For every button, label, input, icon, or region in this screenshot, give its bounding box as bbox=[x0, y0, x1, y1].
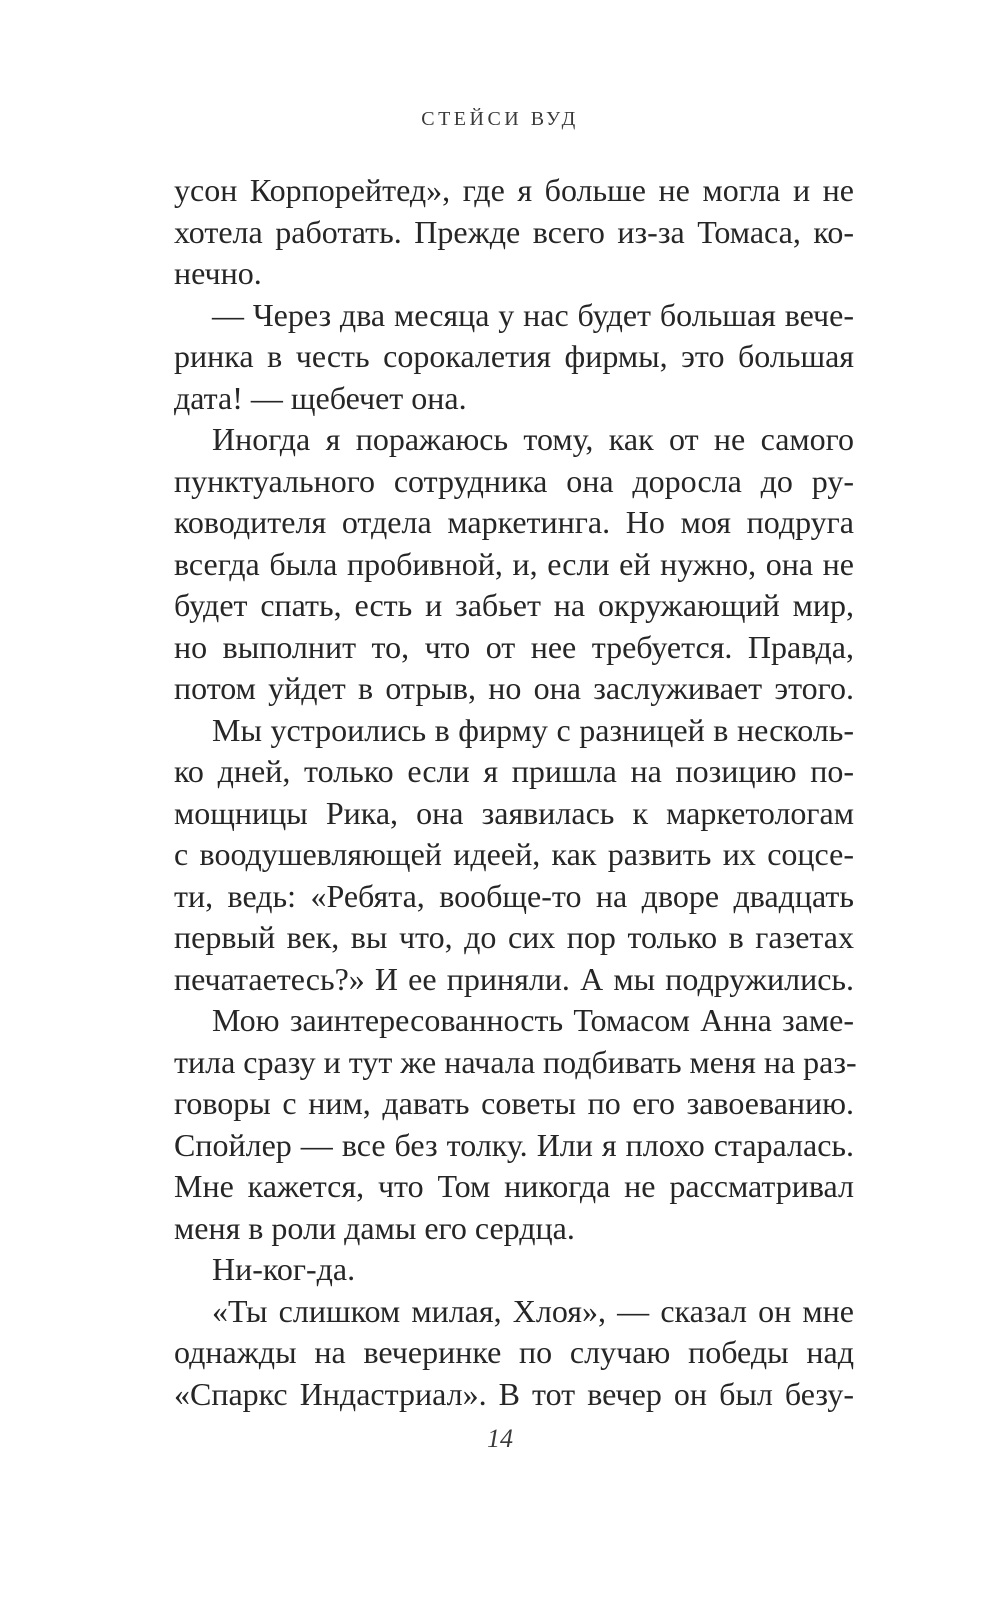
text-line: ти, ведь: «Ребята, вообще-то на дворе двадцать bbox=[174, 877, 854, 914]
text-line: хотела работать. Прежде всего из-за Томаса, ко- bbox=[174, 213, 854, 250]
text-line: мощницы Рика, она заявилась к маркетологам bbox=[174, 794, 854, 831]
text-line: ринка в честь сорокалетия фирмы, это большая bbox=[174, 338, 854, 374]
text-line: но выполнит то, что от нее требуется. Правда, bbox=[174, 628, 854, 665]
text-line: Спойлер — все без толку. Или я плохо старалась. bbox=[174, 1126, 854, 1163]
text-line: Ни-ког-да. bbox=[212, 1251, 356, 1287]
text-line: с воодушевляющей идеей, как развить их соцсе- bbox=[174, 836, 854, 872]
text-line: будет спать, есть и забьет на окружающий мир, bbox=[174, 587, 854, 623]
text-line: «Ты слишком милая, Хлоя», — сказал он мне bbox=[212, 1292, 854, 1329]
text-line: дата! — щебечет она. bbox=[174, 379, 467, 416]
text-line: однажды на вечеринке по случаю победы над bbox=[174, 1334, 854, 1370]
text-line: усон Корпорейтед», где я больше не могла и не bbox=[174, 172, 854, 208]
text-line: ководителя отдела маркетинга. Но моя подруга bbox=[174, 504, 854, 540]
text-line: Мне кажется, что Том никогда не рассматривал bbox=[174, 1168, 854, 1204]
text-line: Мою заинтересованность Томасом Анна заме- bbox=[212, 1002, 854, 1038]
text-line: ко дней, только если я пришла на позицию по- bbox=[174, 753, 854, 789]
text-line: тила сразу и тут же начала подбивать меня на раз- bbox=[174, 1043, 857, 1080]
text-line: всегда была пробивной, и, если ей нужно, она не bbox=[174, 545, 854, 582]
text-line: говоры с ним, давать советы по его завоеванию. bbox=[174, 1085, 854, 1121]
body-text bbox=[174, 170, 857, 1415]
text-line: Иногда я поражаюсь тому, как от не самого bbox=[212, 421, 854, 457]
text-line: пунктуального сотрудника она доросла до ру- bbox=[174, 462, 854, 499]
text-line: «Спаркс Индастриал». В тот вечер он был безу- bbox=[174, 1375, 854, 1412]
text-line: — Через два месяца у нас будет большая вече- bbox=[212, 296, 854, 333]
text-line: потом уйдет в отрыв, но она заслуживает этого. bbox=[174, 670, 854, 706]
text-line: печатаетесь?» И ее приняли. А мы подружились. bbox=[174, 960, 854, 997]
text-line: меня в роли дамы его сердца. bbox=[174, 1209, 575, 1246]
text-line: Мы устроились в фирму с разницей в несколь- bbox=[212, 711, 854, 748]
running-head: СТЕЙСИ ВУД bbox=[421, 108, 579, 130]
text-line: первый век, вы что, до сих пор только в газетах bbox=[174, 919, 854, 955]
page-number: 14 bbox=[487, 1424, 513, 1453]
text-line: нечно. bbox=[174, 255, 262, 291]
